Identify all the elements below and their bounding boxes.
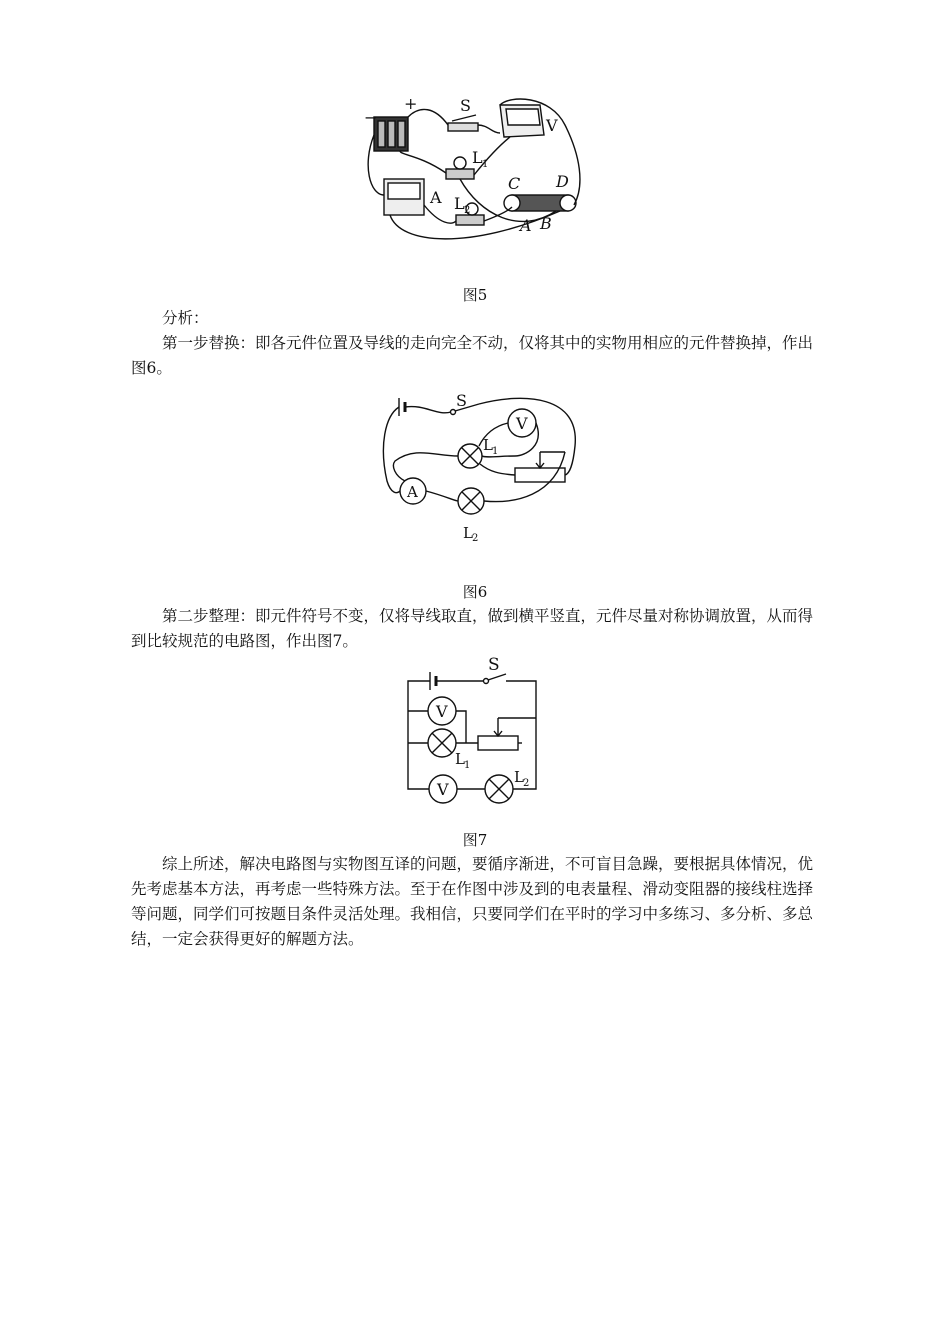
step1-paragraph: 第一步替换：即各元件位置及导线的走向完全不动，仅将其中的实物用相应的元件替换掉，作出图6。 xyxy=(131,334,814,377)
figure-6-caption: 图6 xyxy=(462,583,488,601)
fig5-lamp2-label: L xyxy=(454,194,465,213)
fig5-terminal-b-label: B xyxy=(540,214,552,233)
fig7-voltmeter-bottom-label: V xyxy=(437,780,449,799)
figure-5-caption: 图5 xyxy=(462,286,488,304)
fig6-switch-label: S xyxy=(456,391,467,410)
fig7-lamp1-subscript: 1 xyxy=(464,760,471,771)
fig6-lamp2-label: L xyxy=(463,524,473,542)
fig5-terminal-d-label: D xyxy=(556,172,569,191)
figure-5-apparatus-drawing xyxy=(360,95,590,255)
fig5-minus-label: − xyxy=(364,108,378,127)
fig6-ammeter-label: A xyxy=(407,483,418,501)
fig5-lamp2-subscript: 2 xyxy=(464,205,471,216)
fig6-lamp1-subscript: 1 xyxy=(492,446,499,457)
step2-paragraph: 第二步整理：即元件符号不变，仅将导线取直，做到横平竖直，元件尽量对称协调放置，从而得到比较规范的电路图，作出图7。 xyxy=(131,607,814,650)
figure-7-circuit-diagram xyxy=(400,654,550,804)
fig5-switch-label: S xyxy=(460,96,471,115)
analysis-label: 分析： xyxy=(162,309,209,327)
fig6-voltmeter-label: V xyxy=(516,414,528,433)
fig7-lamp2-label: L xyxy=(514,768,524,786)
fig5-lamp1-label: L xyxy=(472,148,483,167)
fig5-voltmeter-label: V xyxy=(546,116,558,135)
figure-6-circuit-diagram xyxy=(375,386,585,544)
fig7-voltmeter-top-label: V xyxy=(436,702,448,721)
fig7-switch-label: S xyxy=(488,655,500,675)
fig5-ammeter-label: A xyxy=(430,188,442,207)
figure-7-caption: 图7 xyxy=(462,831,488,849)
summary-paragraph: 综上所述，解决电路图与实物图互译的问题，要循序渐进，不可盲目急躁，要根据具体情况，优先考虑基本方法，再考虑一些特殊方法。至于在作图中涉及到的电表量程、滑动变阻器的接线柱选择等问题，同学们可按题目条件灵活处理。我相信，只要同学们在平时的学习中多练习、多分析、多总结，一定会获得更好的解题方法。 xyxy=(131,855,814,948)
fig5-terminal-a-label: A xyxy=(520,216,532,235)
fig7-lamp1-label: L xyxy=(455,750,465,768)
fig6-lamp2-subscript: 2 xyxy=(472,533,479,544)
fig7-lamp2-subscript: 2 xyxy=(523,778,530,789)
fig5-terminal-c-label: C xyxy=(508,174,521,193)
fig5-plus-label: + xyxy=(404,95,418,113)
fig5-lamp1-subscript: 1 xyxy=(482,159,489,170)
fig6-lamp1-label: L xyxy=(483,436,493,454)
